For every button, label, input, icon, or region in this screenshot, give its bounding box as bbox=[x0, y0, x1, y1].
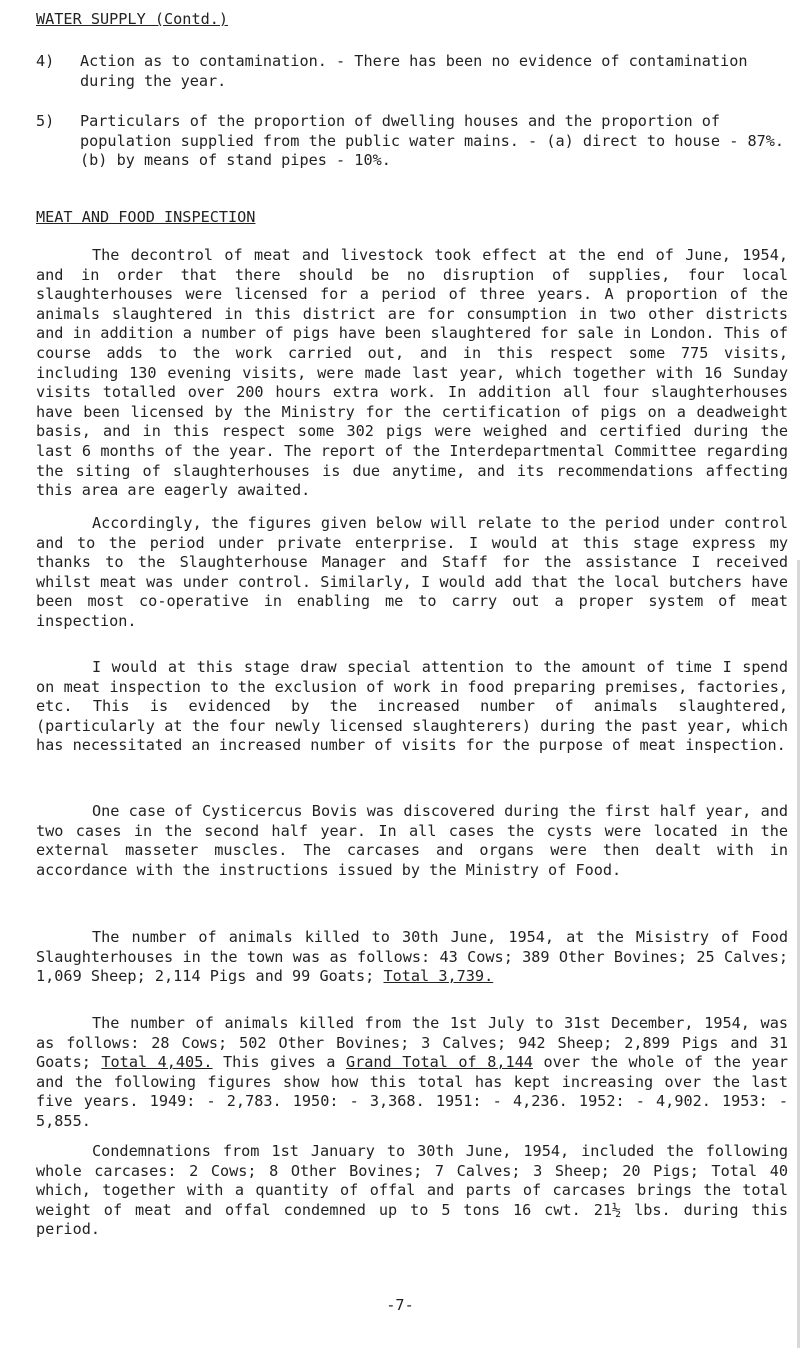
item-4 bbox=[36, 52, 786, 91]
kills-first-half-text: The number of animals killed to 30th June, 1954, at the Misistry of Food Slaughterhouses in the town was as follows: 43 Cows; 389 Other Bovines; 25 Calves; 1,069 Sheep; 2,114 Pigs and 99 Goats; bbox=[36, 928, 788, 986]
paragraph-kills-second-half bbox=[36, 1014, 788, 1132]
paragraph-decontrol: The decontrol of meat and livestock took effect at the end of June, 1954, and in order that there should be no disruption of supplies, four local slaughterhouses were licensed for a period of three years. A proportion of the animals slaughtered in this district are for consumption in two other districts and in addition a number of pigs have been slaughtered for sale in London. This of course adds to the work carried out, and in this respect some 775 visits, including 130 evening visits, were made last year, which together with 16 Sunday visits totalled over 200 hours extra work. In addition all four slaughterhouses have been licensed by the Ministry for the certification of pigs on a deadweight basis, and in this respect some 302 pigs were weighed and certified during the last 6 months of the year. The report of the Interdepartmental Committee regarding the siting of slaughterhouses is due anytime, and its recommendations affecting this area are eagerly awaited. bbox=[36, 246, 788, 500]
paragraph-meat-inspection-time: I would at this stage draw special attention to the amount of time I spend on meat inspection to the exclusion of work in food preparing premises, factories, etc. This is evidenced by the increased number of animals slaughtered, (particularly at the four newly licensed slaughterers) during the past year, which has necessitated an increased number of visits for the purpose of meat inspection. bbox=[36, 658, 788, 755]
paragraph-accordingly: Accordingly, the figures given below will relate to the period under control and to the period under private enterprise. I would at this stage express my thanks to the Slaughterhouse Manager and Staff for the assistance I received whilst meat was under control. Similarly, I would add that the local butchers have been most co-operative in enabling me to carry out a proper system of meat inspection. bbox=[36, 514, 788, 630]
section-heading: MEAT AND FOOD INSPECTION bbox=[36, 208, 256, 226]
five-year-trend: over the whole of the year and the following figures show how this total has kept increasing over the last five years. 1949: - 2,783. 1950: - 3,368. 1951: - 4,236. 1952: - 4,902. 1953: - 5,855. bbox=[36, 1053, 788, 1130]
grand-total: Grand Total of 8,144 bbox=[345, 1053, 533, 1072]
paragraph-kills-first-half bbox=[36, 928, 788, 987]
paragraph-condemnations: Condemnations from 1st January to 30th June, 1954, included the following whole carcases: 2 Cows; 8 Other Bovines; 7 Calves; 3 Sheep; 20 Pigs; Total 40 which, together with a quantity of offal and parts of carcases brings the total weight of meat and offal condemned up to 5 tons 16 cwt. 21½ lbs. during this period. bbox=[36, 1142, 788, 1239]
grand-total-lead: This gives a bbox=[223, 1053, 336, 1072]
item-number: 4) bbox=[36, 52, 55, 70]
kills-first-half-total: Total 3,739. bbox=[383, 967, 494, 986]
kills-second-half-total: Total 4,405. bbox=[101, 1053, 213, 1072]
paragraph-cysticercus: One case of Cysticercus Bovis was discovered during the first half year, and two cases in the second half year. In all cases the cysts were located in the external masseter muscles. The carcases and organs were then dealt with in accordance with the instructions issued by the Ministry of Food. bbox=[36, 802, 788, 879]
kills-second-half-text: The number of animals killed from the 1st July to 31st December, 1954, was as follows: 28 Cows; 502 Other Bovines; 3 Calves; 942 Sheep; 2,899 Pigs and 31 Goats; bbox=[36, 1014, 788, 1072]
running-head: WATER SUPPLY (Contd.) bbox=[36, 10, 229, 28]
page-number: -7- bbox=[386, 1296, 414, 1314]
item-text: Particulars of the proportion of dwelling houses and the proportion of population supplied from the public water mains. - (a) direct to house - 87%. (b) by means of stand pipes - 10%. bbox=[80, 112, 785, 170]
item-number: 5) bbox=[36, 112, 55, 130]
item-text: Action as to contamination. - There has been no evidence of contamination during the year. bbox=[80, 52, 748, 90]
item-5 bbox=[36, 112, 786, 171]
